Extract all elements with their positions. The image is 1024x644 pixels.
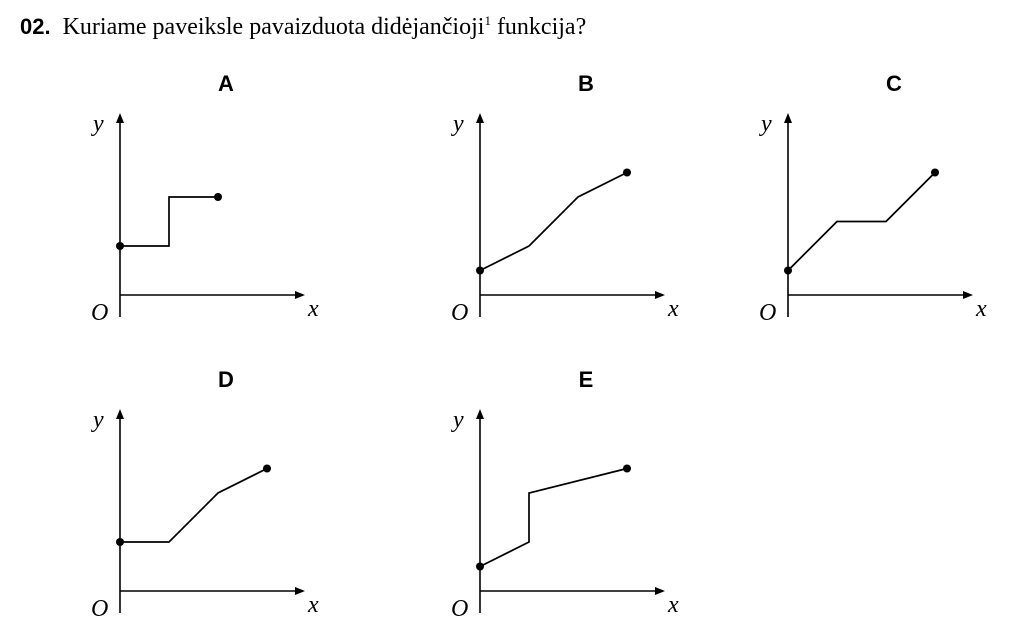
y-axis-arrow bbox=[476, 113, 484, 123]
x-axis-label: x bbox=[668, 296, 679, 322]
x-axis-arrow bbox=[655, 587, 665, 595]
graph-svg bbox=[440, 68, 710, 348]
graph-a bbox=[80, 68, 350, 348]
graph-b bbox=[440, 68, 710, 348]
function-line bbox=[788, 173, 935, 271]
origin-label: O bbox=[91, 300, 109, 326]
footnote-mark: 1 bbox=[484, 13, 491, 28]
x-axis-arrow bbox=[295, 291, 305, 299]
function-line bbox=[120, 469, 267, 543]
function-line bbox=[120, 197, 218, 246]
graph-svg bbox=[80, 68, 350, 348]
y-axis-label: y bbox=[761, 111, 772, 137]
graph-svg bbox=[748, 68, 1018, 348]
end-point bbox=[623, 465, 631, 473]
start-point bbox=[116, 538, 124, 546]
question-text-main: Kuriame paveiksle pavaizduota didėjančioji bbox=[62, 14, 485, 40]
graph-svg bbox=[440, 364, 710, 644]
origin-label: O bbox=[451, 596, 469, 622]
question-text-end: funkcija? bbox=[490, 14, 587, 40]
end-point bbox=[931, 169, 939, 177]
graph-label: E bbox=[578, 367, 594, 392]
graph-c bbox=[748, 68, 1018, 348]
y-axis-label: y bbox=[453, 407, 464, 433]
x-axis-label: x bbox=[668, 592, 679, 618]
question bbox=[20, 14, 586, 41]
question-text bbox=[63, 14, 587, 40]
x-axis-arrow bbox=[963, 291, 973, 299]
function-line bbox=[480, 469, 627, 567]
graph-label: B bbox=[578, 71, 594, 96]
question-number: 02. bbox=[20, 14, 51, 39]
start-point bbox=[476, 267, 484, 275]
graph-e bbox=[440, 364, 710, 644]
origin-label: O bbox=[91, 596, 109, 622]
y-axis-label: y bbox=[93, 111, 104, 137]
y-axis-arrow bbox=[116, 113, 124, 123]
y-axis-label: y bbox=[93, 407, 104, 433]
origin-label: O bbox=[451, 300, 469, 326]
end-point bbox=[214, 193, 222, 201]
end-point bbox=[623, 169, 631, 177]
graph-label: A bbox=[218, 71, 234, 96]
graph-svg bbox=[80, 364, 350, 644]
x-axis-label: x bbox=[308, 592, 319, 618]
y-axis-arrow bbox=[116, 409, 124, 419]
function-line bbox=[480, 173, 627, 271]
y-axis-label: y bbox=[453, 111, 464, 137]
x-axis-arrow bbox=[655, 291, 665, 299]
start-point bbox=[116, 242, 124, 250]
x-axis-label: x bbox=[976, 296, 987, 322]
start-point bbox=[476, 563, 484, 571]
graph-d bbox=[80, 364, 350, 644]
graph-label: D bbox=[218, 367, 234, 392]
start-point bbox=[784, 267, 792, 275]
x-axis-label: x bbox=[308, 296, 319, 322]
graph-label: C bbox=[886, 71, 902, 96]
y-axis-arrow bbox=[476, 409, 484, 419]
origin-label: O bbox=[759, 300, 777, 326]
x-axis-arrow bbox=[295, 587, 305, 595]
y-axis-arrow bbox=[784, 113, 792, 123]
end-point bbox=[263, 465, 271, 473]
